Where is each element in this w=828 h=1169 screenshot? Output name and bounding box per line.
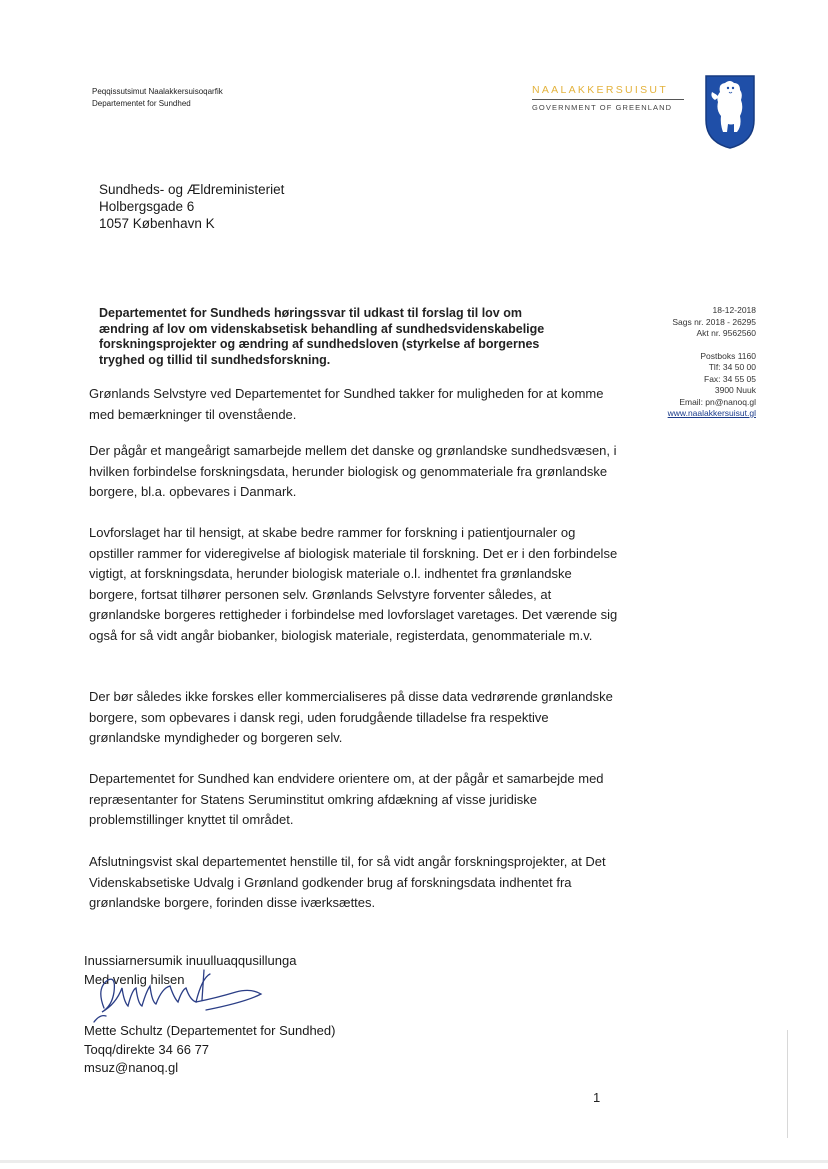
gov-native-name: NAALAKKERSUISUT <box>532 84 669 96</box>
signer-email: msuz@nanoq.gl <box>84 1060 179 1075</box>
paragraph-restriction: Der bør således ikke forskes eller kommercialiseres på disse data vedrørende grønlandske borgere, som opbevares i dansk regi, uden forudgående tilladelse fra respektive grønlandske myndigheder og borgeren selv. <box>89 689 613 745</box>
scan-edge-line <box>787 1030 788 1138</box>
recipient-city: 1057 København K <box>99 216 215 231</box>
paragraph-cooperation: Departementet for Sundhed kan endvidere orientere om, at der pågår et samarbejde med repræsentanter for Statens Seruminstitut omkring afdækning af visse juridiske problemstillinger knyttet til området. <box>89 771 604 827</box>
direct-phone: Toqq/direkte 34 66 77 <box>84 1041 210 1057</box>
greeting-danish: Med venlig hilsen <box>84 971 185 987</box>
greeting-native: Inussiarnersumik inuulluaqqusillunga <box>84 953 297 968</box>
government-logo-text <box>532 84 684 112</box>
postbox: Postboks 1160 <box>700 350 756 361</box>
fax: Fax: 34 55 05 <box>704 373 756 384</box>
postal-city: 3900 Nuuk <box>714 385 756 395</box>
sender-ministry: Peqqissutsimut Naalakkersuisoqarfik <box>92 87 223 96</box>
signer-name: Mette Schultz (Departementet for Sundhed) <box>84 1023 336 1038</box>
paragraph-recommendation: Afslutningsvist skal departementet henstille til, for så vidt angår forskningsprojekter, at Det Videnskabsetiske Udvalg i Grønland godkender brug af forskningsdata indhentet fra grønlandske borgere, forinden disse iværksættes. <box>89 854 606 910</box>
handwritten-signature <box>86 968 276 1028</box>
paragraph-intro: Grønlands Selvstyre ved Departementet for Sundhed takker for muligheden for at komme med bemærkninger til ovenstående. <box>89 386 604 422</box>
case-number: Sags nr. 2018 - 26295 <box>672 316 756 327</box>
paragraph-collaboration: Der pågår et mangeårigt samarbejde mellem det danske og grønlandske sundhedsvæsen, i hvilken forbindelse forskningsdata, herunder biologisk og genommateriale fra grønlandske borgere, bl.a. opbevares i Danmark. <box>89 443 617 499</box>
reference-sidebar <box>596 305 756 420</box>
letter-date: 18-12-2018 <box>712 305 756 315</box>
recipient-street: Holbergsgade 6 <box>99 199 195 214</box>
sender-department: Departementet for Sundhed <box>92 99 191 108</box>
website-link[interactable]: www.naalakkersuisut.gl <box>667 408 756 418</box>
recipient-name: Sundheds- og Ældreministeriet <box>99 182 285 197</box>
gov-english-name: GOVERNMENT OF GREENLAND <box>532 103 673 112</box>
sender-block <box>92 86 223 110</box>
document-number: Akt nr. 9562560 <box>696 328 756 338</box>
scan-bottom-edge <box>0 1160 828 1163</box>
contact-email: Email: pn@nanoq.gl <box>679 396 756 407</box>
letter-subject: Departementet for Sundheds høringssvar til udkast til forslag til lov om ændring af lov om videnskabsetisk behandling af sundhedsvidenskabelige forskningsprojekter og ændring af sundhedsloven (styrkelse af borgernes tryghed og tillid til sundhedsforskning. <box>99 306 545 367</box>
polar-bear-coat-of-arms-icon <box>703 70 757 150</box>
phone: Tlf: 34 50 00 <box>708 362 756 372</box>
gov-divider <box>532 99 684 100</box>
page-number: 1 <box>593 1090 601 1105</box>
recipient-address <box>99 181 284 232</box>
paragraph-purpose: Lovforslaget har til hensigt, at skabe bedre rammer for forskning i patientjournaler og opstiller rammer for videregivelse af biologisk materiale til forskning. Det er i den forbindelse vigtigt, at forskningsdata, herunder biologisk materiale o.l. indhentet fra grønlandske borgere, fortsat tilhører personen selv. Grønlands Selvstyre forventer således, at grønlandske borgeres rettigheder i forbindelse med lovforslaget varetages. Det værende sig også for så vidt angår biobanker, biologisk materiale, registerdata, genommateriale m.v. <box>89 525 618 643</box>
